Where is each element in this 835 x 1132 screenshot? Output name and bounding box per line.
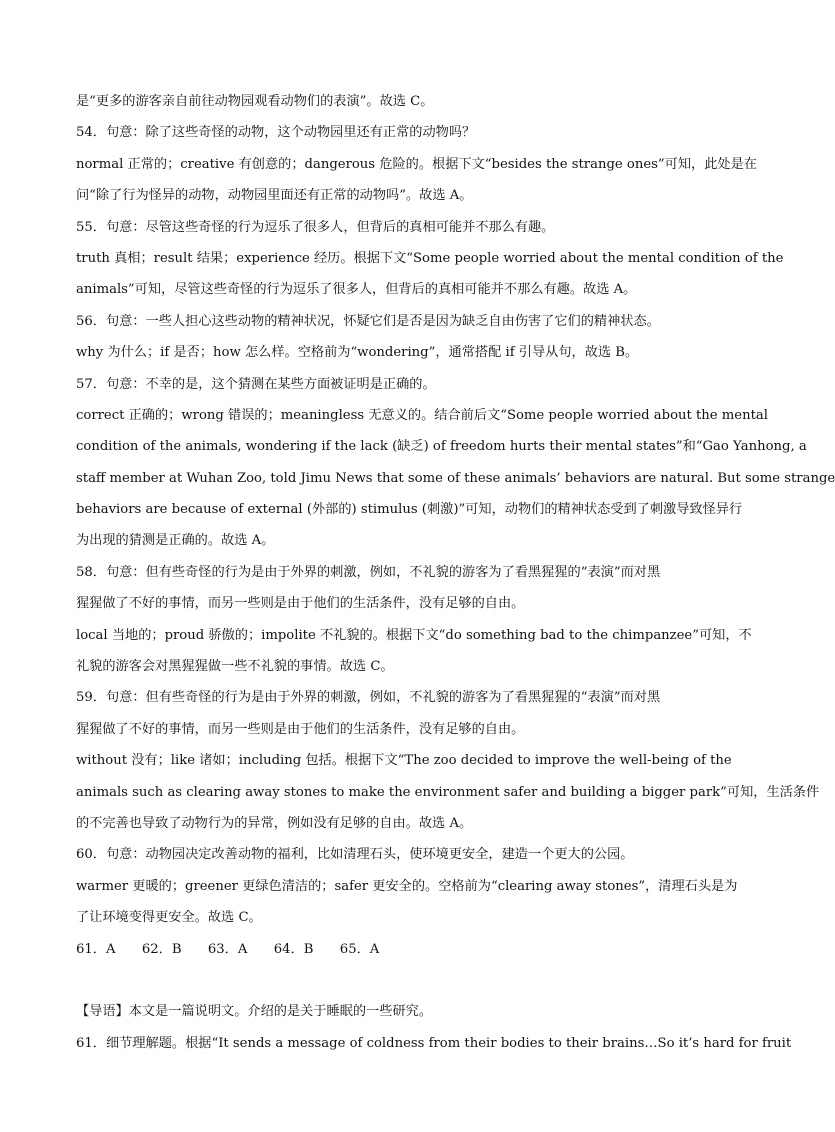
text-line: behaviors are because of external (外部的) stimulus (刺激)”可知，动物们的精神状态受到了刺激导致怪异行	[76, 502, 743, 518]
text-line: 的不完善也导致了动物行为的异常，例如没有足够的自由。故选 A。	[76, 815, 473, 831]
text-line: 58．句意：但有些奇怪的行为是由于外界的刺激，例如，不礼貌的游客为了看黑猩猩的“表演”而对黑	[76, 564, 661, 580]
text-line: without 没有；like 诸如；including 包括。根据下文“The zoo decided to improve the well-being of the	[76, 753, 732, 769]
intro-line: 【导语】本文是一篇说明文。介绍的是关于睡眠的一些研究。	[76, 1004, 433, 1020]
text-line: 猩猩做了不好的事情，而另一些则是由于他们的生活条件，没有足够的自由。	[76, 596, 525, 612]
text-line: animals such as clearing away stones to make the environment safer and building a bigger park”可知，生活条件	[76, 784, 820, 800]
text-line: 是“更多的游客亲自前往动物园观看动物们的表演”。故选 C。	[76, 94, 434, 109]
text-line: staff member at Wuhan Zoo, told Jimu News that some of these animals’ behaviors are natural. But some strange	[76, 470, 835, 486]
text-line: 猩猩做了不好的事情，而另一些则是由于他们的生活条件，没有足够的自由。	[76, 721, 525, 737]
blank-line	[76, 971, 722, 1002]
text-line: 56．句意：一些人担心这些动物的精神状况，怀疑它们是否是因为缺乏自由伤害了它们的精神状态。	[76, 313, 660, 329]
text-line: 54．句意：除了这些奇怪的动物，这个动物园里还有正常的动物吗？	[76, 125, 476, 141]
text-line: animals”可知，尽管这些奇怪的行为逗乐了很多人，但背后的真相可能并不那么有趣。故选 A。	[76, 282, 637, 298]
text-line: condition of the animals, wondering if the lack (缺乏) of freedom hurts their mental states”和“Gao Yanhong, a	[76, 439, 807, 455]
text-line: normal 正常的；creative 有创意的；dangerous 危险的。根据下文“besides the strange ones”可知，此处是在	[76, 156, 757, 172]
text-line: correct 正确的；wrong 错误的；meaningless 无意义的。结合前后文“Some people worried about the mental	[76, 407, 768, 423]
text-line: 57．句意：不幸的是，这个猜测在某些方面被证明是正确的。	[76, 376, 436, 392]
text-line: 问“除了行为怪异的动物，动物园里面还有正常的动物吗”。故选 A。	[76, 188, 473, 204]
text-line: warmer 更暖的；greener 更绿色清洁的；safer 更安全的。空格前为“clearing away stones”，清理石头是为	[76, 878, 738, 894]
text-line: 60．句意：动物园决定改善动物的福利，比如清理石头，使环境更安全，建造一个更大的公园。	[76, 847, 634, 863]
text-line: 55．句意：尽管这些奇怪的行为逗乐了很多人，但背后的真相可能并不那么有趣。	[76, 219, 555, 235]
text-line: local 当地的；proud 骄傲的；impolite 不礼貌的。根据下文“do something bad to the chimpanzee”可知，不	[76, 627, 752, 643]
text-line: 礼貌的游客会对黑猩猩做一些不礼貌的事情。故选 C。	[76, 659, 394, 675]
text-line: why 为什么；if 是否；how 怎么样。空格前为“wondering”，通常搭配 if 引导从句，故选 B。	[76, 345, 639, 361]
answer-line: 61．A 62．B 63．A 64．B 65．A	[76, 941, 380, 957]
text-line: 59．句意：但有些奇怪的行为是由于外界的刺激，例如，不礼貌的游客为了看黑猩猩的“表演”而对黑	[76, 690, 661, 706]
text-line: 了让环境变得更安全。故选 C。	[76, 910, 262, 926]
text-line: truth 真相；result 结果；experience 经历。根据下文“Some people worried about the mental condition of the	[76, 250, 784, 266]
text-line: 61．细节理解题。根据“It sends a message of coldness from their bodies to their brains…So it’s hard for fruit	[76, 1035, 792, 1051]
text-line: 为出现的猜测是正确的。故选 A。	[76, 533, 275, 549]
